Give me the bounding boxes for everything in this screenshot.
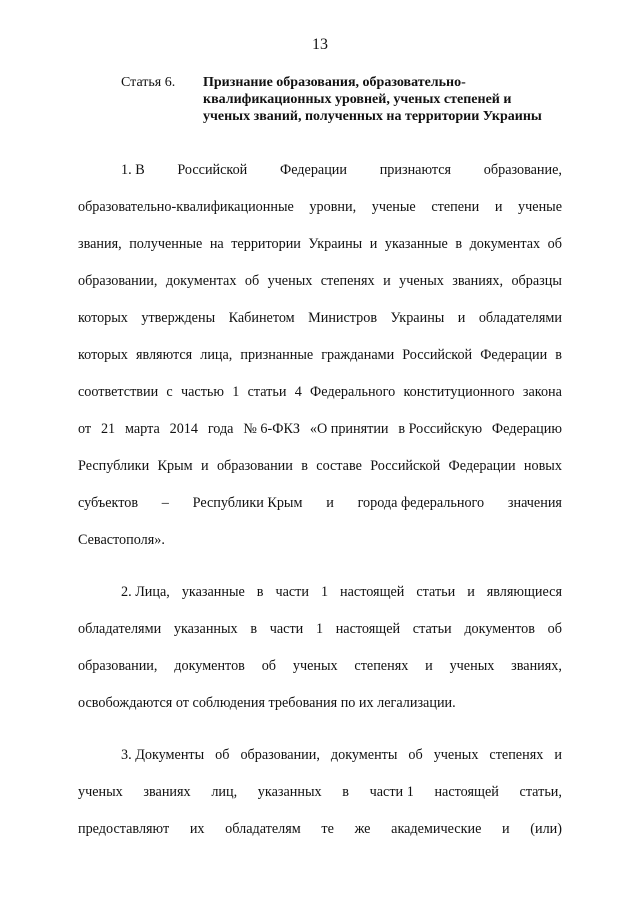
text-line xyxy=(78,197,562,217)
text-line xyxy=(78,530,562,550)
word: с xyxy=(166,384,173,400)
word: являются xyxy=(135,347,193,363)
word: степени xyxy=(431,199,480,215)
word: 4 xyxy=(294,384,302,400)
word: в xyxy=(256,584,264,600)
word: документах xyxy=(469,236,541,252)
word: и xyxy=(502,821,510,837)
word: образовании, xyxy=(240,747,320,763)
word: званиях, xyxy=(511,658,562,674)
word: статьи xyxy=(247,384,287,400)
word: в xyxy=(455,236,463,252)
word: обладателями xyxy=(478,310,562,326)
word: и xyxy=(200,458,209,474)
text-line xyxy=(78,456,562,476)
word: Украины xyxy=(308,236,363,252)
word: 1. В xyxy=(121,162,145,178)
word: об xyxy=(547,621,562,637)
word: Севастополя». xyxy=(78,532,165,548)
word: в xyxy=(250,621,258,637)
text-line xyxy=(121,745,562,765)
word: соблюдения xyxy=(192,695,265,711)
text-line xyxy=(78,656,562,676)
word: которых xyxy=(78,310,128,326)
word: 1 xyxy=(315,621,324,637)
word: звания, xyxy=(78,236,122,252)
word: соответствии xyxy=(78,384,159,400)
word: же xyxy=(354,821,371,837)
word: настоящей xyxy=(335,621,401,637)
word: указанных xyxy=(257,784,322,800)
word: в xyxy=(555,347,562,363)
text-line xyxy=(78,819,562,839)
text-line xyxy=(78,693,562,713)
word: Республики xyxy=(78,458,150,474)
word: «О принятии xyxy=(309,421,389,437)
word: званиях xyxy=(143,784,191,800)
word: и xyxy=(467,584,475,600)
article-label: Статья 6. xyxy=(121,75,176,90)
word: Российской xyxy=(370,458,441,474)
word: документов xyxy=(464,621,535,637)
word: Крым xyxy=(157,458,193,474)
word: территории xyxy=(231,236,301,252)
word: званиях, xyxy=(452,273,504,289)
text-line xyxy=(78,782,562,802)
word: ученых xyxy=(433,747,479,763)
word: 2014 xyxy=(169,421,198,437)
word: об xyxy=(244,273,260,289)
word: указанных xyxy=(173,621,238,637)
word: Российской xyxy=(402,347,473,363)
word: образцы xyxy=(511,273,562,289)
text-line xyxy=(78,271,562,291)
word: степенях xyxy=(354,658,409,674)
word: года xyxy=(207,421,234,437)
word: 21 xyxy=(100,421,116,437)
article-title: Признание образования, образовательно-квалификационных уровней, ученых степеней и ученых званий, полученных на территории Украины xyxy=(203,75,542,124)
word: и xyxy=(383,273,391,289)
word: частью xyxy=(180,384,224,400)
word: их xyxy=(358,695,374,711)
text-line xyxy=(121,160,562,180)
word: легализации. xyxy=(377,695,456,711)
word: и xyxy=(554,747,562,763)
word: статьи xyxy=(416,584,456,600)
text-line xyxy=(78,234,562,254)
word: составе xyxy=(316,458,362,474)
word: лица, xyxy=(200,347,233,363)
word: ученых xyxy=(292,658,338,674)
word: полученные xyxy=(129,236,203,252)
word: указанные xyxy=(384,236,448,252)
word: – xyxy=(161,495,169,511)
word: являющиеся xyxy=(486,584,562,600)
word: в xyxy=(301,458,308,474)
word: Федерации xyxy=(279,162,347,178)
word: на xyxy=(209,236,224,252)
word: и xyxy=(457,310,466,326)
word: об xyxy=(261,658,277,674)
text-line xyxy=(78,308,562,328)
word: требования xyxy=(268,695,338,711)
word: образование, xyxy=(483,162,562,178)
word: степенях xyxy=(320,273,375,289)
word: и xyxy=(326,495,334,511)
word: конституционного xyxy=(403,384,515,400)
word: Министров xyxy=(308,310,378,326)
word: документы xyxy=(330,747,398,763)
word: по xyxy=(340,695,356,711)
word: в xyxy=(342,784,349,800)
word: Российской xyxy=(177,162,248,178)
word: субъектов xyxy=(78,495,139,511)
word: предоставляют xyxy=(78,821,170,837)
word: уровни, xyxy=(309,199,357,215)
text-line xyxy=(78,493,562,513)
word: степенях xyxy=(489,747,544,763)
text-line xyxy=(121,582,562,602)
word: и xyxy=(494,199,503,215)
word: те xyxy=(321,821,334,837)
word: документах xyxy=(165,273,237,289)
word: документов xyxy=(174,658,245,674)
text-line xyxy=(78,419,562,439)
word: города федерального xyxy=(357,495,485,511)
word: закона xyxy=(522,384,562,400)
word: ученых xyxy=(449,658,495,674)
text-line xyxy=(78,382,562,402)
word: об xyxy=(215,747,230,763)
word: утверждены xyxy=(141,310,216,326)
word: Федерального xyxy=(310,384,396,400)
word: ученых xyxy=(78,784,123,800)
word: об xyxy=(408,747,423,763)
word: признаются xyxy=(379,162,452,178)
word: 2. Лица, xyxy=(121,584,170,600)
word: настоящей xyxy=(340,584,405,600)
text-line xyxy=(78,619,562,639)
word: Федерации xyxy=(480,347,548,363)
word: образовательно-квалификационные xyxy=(78,199,294,215)
word: их xyxy=(189,821,205,837)
word: (или) xyxy=(530,821,562,837)
word: обладателями xyxy=(78,621,162,637)
word: настоящей xyxy=(434,784,499,800)
word: Кабинетом xyxy=(228,310,295,326)
word: Федерации xyxy=(448,458,516,474)
word: образовании, xyxy=(78,658,158,674)
word: лиц, xyxy=(211,784,238,800)
word: новых xyxy=(523,458,562,474)
word: статьи xyxy=(412,621,452,637)
word: гражданами xyxy=(321,347,395,363)
word: № 6-ФКЗ xyxy=(243,421,301,437)
word: образовании, xyxy=(78,273,158,289)
word: и xyxy=(369,236,378,252)
word: ученые xyxy=(371,199,416,215)
page-number: 13 xyxy=(312,36,328,53)
word: которых xyxy=(78,347,128,363)
word: указанные xyxy=(181,584,245,600)
word: от xyxy=(78,421,92,437)
word: Федерацию xyxy=(491,421,562,437)
word: признанные xyxy=(240,347,314,363)
word: статьи, xyxy=(519,784,562,800)
word: части xyxy=(275,584,309,600)
word: 3. Документы xyxy=(121,747,205,763)
word: об xyxy=(547,236,562,252)
word: образовании xyxy=(216,458,293,474)
word: обладателям xyxy=(225,821,301,837)
text-line xyxy=(78,345,562,365)
word: Украины xyxy=(390,310,445,326)
word: академические xyxy=(391,821,482,837)
word: 1 xyxy=(232,384,240,400)
word: и xyxy=(425,658,433,674)
word: части xyxy=(269,621,304,637)
word: в Российскую xyxy=(398,421,483,437)
word: значения xyxy=(507,495,562,511)
word: ученых xyxy=(267,273,313,289)
word: ученых xyxy=(399,273,444,289)
word: части 1 xyxy=(369,784,414,800)
word: ученые xyxy=(518,199,562,215)
word: Республики Крым xyxy=(192,495,303,511)
word: марта xyxy=(124,421,160,437)
word: от xyxy=(175,695,189,711)
word: освобождаются xyxy=(78,695,173,711)
word: 1 xyxy=(320,584,329,600)
